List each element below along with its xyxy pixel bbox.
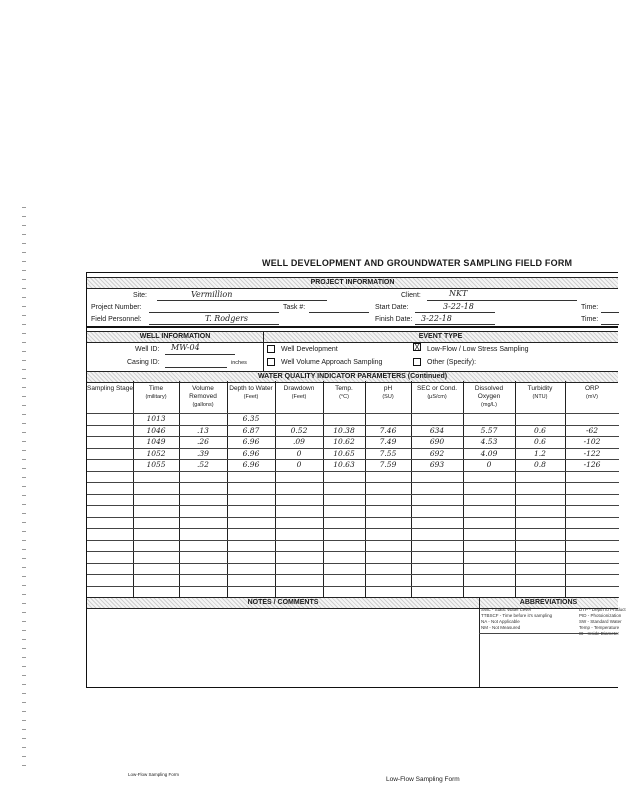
col-unit: (NTU) (532, 394, 548, 400)
col-header-5 (323, 385, 365, 401)
table-cell[interactable]: 1013 (146, 414, 166, 423)
start-date-label: Start Date: (375, 304, 409, 311)
casing-id-label: Casing ID: (127, 359, 160, 366)
option-well-volume: Well Volume Approach Sampling (281, 359, 383, 366)
col-header-7 (411, 385, 463, 401)
table-cell[interactable]: 10.38 (333, 425, 355, 435)
time2-line (601, 324, 619, 325)
field-personnel-value[interactable]: T. Rodgers (205, 314, 248, 323)
row-rule (87, 563, 619, 564)
table-cell[interactable]: 690 (429, 437, 445, 446)
col-name: SEC or Cond. (416, 385, 458, 392)
row-rule (87, 528, 619, 529)
table-cell[interactable]: -126 (583, 460, 601, 469)
checkbox-well-development[interactable] (267, 345, 275, 353)
table-cell[interactable]: .09 (293, 437, 305, 446)
time2-label: Time: (581, 316, 599, 323)
table-cell[interactable]: 4.53 (480, 437, 498, 446)
well-event-divider (263, 331, 264, 371)
col-name: Drawdown (283, 385, 315, 392)
col-unit: (Feet) (291, 394, 307, 400)
client-value[interactable]: NKT (449, 289, 468, 298)
table-cell[interactable]: 6.96 (242, 460, 260, 469)
col-name: Turbidity (527, 385, 553, 392)
table-cell[interactable]: 6.96 (242, 437, 260, 446)
col-header-10 (565, 385, 619, 401)
table-cell[interactable]: 0.8 (534, 460, 546, 469)
field-personnel-label: Field Personnel: (91, 316, 142, 323)
col-unit: (mg/L) (481, 402, 497, 408)
col-unit: (°C) (339, 394, 349, 400)
col-name: ORP (584, 385, 600, 392)
table-cell[interactable]: 10.62 (333, 437, 355, 446)
table-cell[interactable]: 0 (486, 460, 492, 469)
table-cell[interactable]: 0.52 (290, 425, 308, 435)
finish-date-label: Finish Date: (375, 316, 413, 323)
option-other: Other (Specify): (427, 359, 477, 366)
row-rule (87, 505, 619, 506)
table-cell[interactable]: 0 (296, 448, 302, 458)
table-cell[interactable]: 0 (296, 460, 302, 469)
table-cell[interactable]: 634 (429, 425, 445, 435)
table-cell[interactable]: 10.63 (333, 460, 355, 469)
time-label: Time: (581, 304, 599, 311)
table-cell[interactable]: 6.96 (242, 448, 260, 458)
project-number-line (149, 312, 279, 313)
checkbox-low-flow[interactable]: X (414, 343, 420, 352)
row-rule (87, 574, 619, 575)
col-unit: (gallons) (192, 402, 214, 408)
col-header-6 (365, 385, 411, 401)
row-rule (87, 540, 619, 541)
col-name: Sampling Stage (87, 385, 133, 392)
site-value[interactable]: Vermillion (191, 290, 233, 299)
casing-id-line (165, 367, 227, 368)
checkbox-well-volume[interactable] (267, 358, 275, 366)
margin-scan-marks (22, 207, 26, 767)
col-unit: (Feet) (243, 394, 259, 400)
table-cell[interactable]: 1049 (146, 437, 166, 446)
col-name: pH (383, 385, 393, 392)
time-line (601, 312, 619, 313)
col-unit: (mV) (586, 394, 598, 400)
table-cell[interactable]: 0.6 (534, 425, 546, 435)
checkbox-other[interactable] (413, 358, 421, 366)
row-rule (87, 551, 619, 552)
well-info-header: WELL INFORMATION (87, 331, 263, 343)
table-cell[interactable]: 692 (429, 448, 445, 458)
table-cell[interactable]: 5.57 (480, 425, 498, 435)
table-cell[interactable]: 1.2 (534, 448, 546, 458)
table-cell[interactable]: .13 (197, 425, 209, 435)
table-cell[interactable]: 4.09 (480, 448, 498, 458)
row-rule (87, 482, 619, 483)
form-title: WELL DEVELOPMENT AND GROUNDWATER SAMPLING FIELD FORM (262, 258, 573, 268)
project-number-label: Project Number: (91, 304, 142, 311)
well-id-line (165, 354, 235, 355)
start-date-value[interactable]: 3-22-18 (443, 302, 474, 311)
table-cell[interactable]: .52 (197, 460, 209, 469)
row-rule (87, 517, 619, 518)
field-personnel-line (149, 324, 279, 325)
row-rule (87, 494, 619, 495)
footer-left: Low-Flow Sampling Form (128, 772, 180, 777)
table-cell[interactable]: 1055 (146, 460, 166, 469)
water-quality-header: WATER QUALITY INDICATOR PARAMETERS (Continued) (87, 371, 618, 383)
table-cell[interactable]: 693 (429, 460, 445, 469)
col-header-8 (463, 385, 515, 409)
table-cell[interactable]: 6.87 (242, 425, 260, 435)
col-unit: (military) (145, 394, 167, 400)
col-header-4 (275, 385, 323, 401)
section-divider (87, 326, 618, 328)
col-name: Temp. (335, 385, 353, 392)
abbreviations-header: ABBREVIATIONS (479, 597, 618, 609)
table-cell[interactable]: 1052 (146, 448, 166, 458)
col-name: Time (148, 385, 164, 392)
water-quality-table (87, 381, 619, 595)
table-cell[interactable]: 6.35 (242, 414, 260, 423)
task-label: Task #: (283, 304, 306, 311)
table-cell[interactable]: -62 (585, 425, 599, 435)
finish-date-line (415, 324, 495, 325)
footer-center: Low-Flow Sampling Form (386, 776, 460, 783)
well-id-label: Well ID: (135, 346, 160, 353)
client-line (427, 300, 577, 301)
well-id-value[interactable]: MW-04 (171, 343, 200, 352)
col-header-1 (133, 385, 179, 401)
site-line (157, 300, 327, 301)
col-unit: (µS/cm) (427, 394, 447, 400)
col-name: Volume Removed (189, 385, 217, 400)
col-header-0 (87, 385, 133, 393)
col-header-2 (179, 385, 227, 409)
option-low-flow: Low-Flow / Low Stress Sampling (427, 346, 529, 353)
col-name: Depth to Water (229, 385, 273, 392)
col-header-9 (515, 385, 565, 401)
table-cell[interactable]: 7.59 (379, 460, 397, 469)
row-rule (87, 586, 619, 587)
abbrev-rule (479, 633, 618, 634)
table-cell[interactable]: 7.46 (379, 425, 397, 435)
table-cell[interactable]: -122 (583, 448, 601, 458)
table-cell[interactable]: 0.6 (534, 437, 546, 446)
start-date-line (415, 312, 495, 313)
table-cell[interactable]: .26 (197, 437, 209, 446)
table-cell[interactable]: 7.49 (379, 437, 397, 446)
casing-units: inches (231, 360, 247, 366)
table-cell[interactable]: 7.55 (379, 448, 397, 458)
table-cell[interactable]: 1046 (146, 425, 166, 435)
client-label: Client: (401, 292, 421, 299)
notes-divider (479, 597, 480, 687)
col-unit: (SU) (382, 394, 394, 400)
project-info-header: PROJECT INFORMATION (87, 277, 618, 289)
table-cell[interactable]: .39 (197, 448, 209, 458)
option-well-development: Well Development (281, 346, 338, 353)
row-rule (87, 471, 619, 472)
finish-date-value[interactable]: 3-22-18 (421, 314, 452, 323)
field-form (86, 272, 626, 688)
col-header-3 (227, 385, 275, 401)
col-name: Dissolved Oxygen (474, 385, 504, 400)
table-cell[interactable]: -102 (583, 437, 601, 446)
notes-header: NOTES / COMMENTS (87, 597, 479, 609)
abbreviations-right: DTP - Depth to Product PID - Photoionization SW - Standard Water Temp - Temperature ID - Inside Diameter (579, 607, 626, 636)
abbreviations-left: SWL - Static Water Level TTBSCF - Time before it's sampling NA - Not Applicable NM - Not Measured (481, 607, 553, 630)
task-line (309, 312, 369, 313)
event-type-header: EVENT TYPE (263, 331, 618, 343)
table-cell[interactable]: 10.65 (333, 448, 355, 458)
site-label: Site: (133, 292, 148, 299)
notes-area[interactable] (89, 609, 475, 685)
